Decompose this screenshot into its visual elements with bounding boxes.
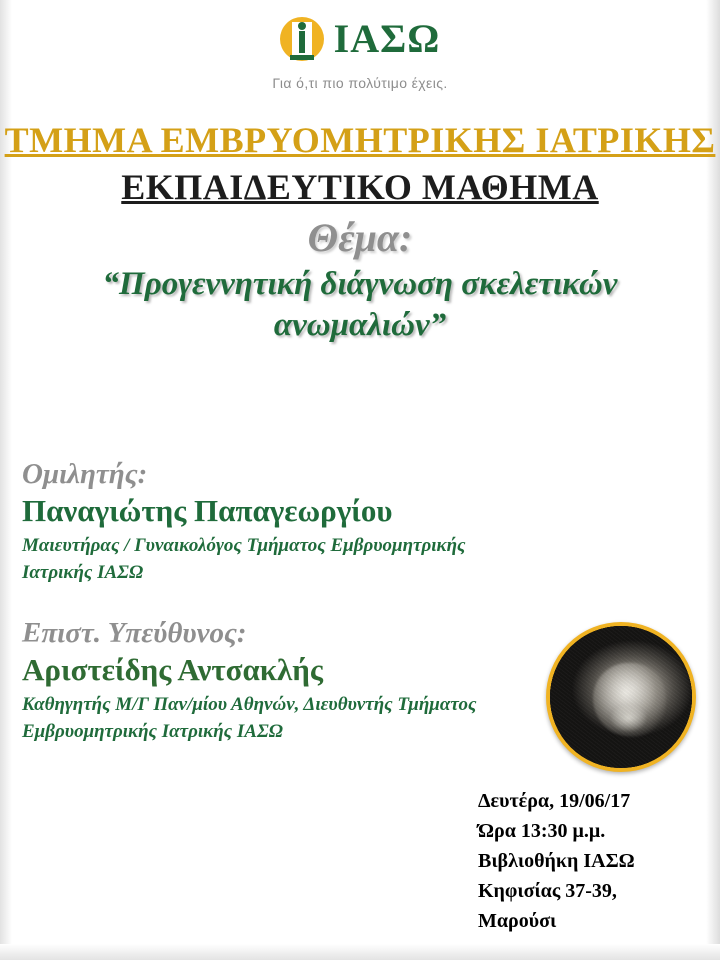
event-time: Ώρα 13:30 μ.μ. (478, 820, 606, 842)
heading-block (0, 120, 720, 346)
subject-text: “Προγεννητική διάγνωση σκελετικών ανωμαλιών” (102, 265, 618, 344)
event-venue: Βιβλιοθήκη ΙΑΣΩ (478, 850, 635, 872)
logo-row (280, 14, 441, 64)
iaso-logo-icon (280, 14, 324, 64)
course-title: ΕΚΠΑΙΔΕΥΤΙΚΟ ΜΑΘΗΜΑ (121, 167, 599, 208)
event-city: Μαρούσι (478, 910, 557, 932)
speaker-description: Μαιευτήρας / Γυναικολόγος Τμήματος Εμβρυομητρικής Ιατρικής ΙΑΣΩ (22, 534, 466, 583)
logo-tagline: Για ό,τι πιο πολύτιμο έχεις. (272, 75, 448, 91)
responsible-description: Καθηγητής Μ/Γ Παν/μίου Αθηνών, Διευθυντής Τμήματος Εμβρυομητρικής Ιατρικής ΙΑΣΩ (22, 693, 477, 742)
page-edge-bottom (0, 944, 720, 960)
speaker-group (22, 458, 492, 587)
people-block (22, 458, 492, 746)
subject-label: Θέμα: (307, 214, 413, 260)
logo-dot-shape (298, 22, 306, 30)
event-details (478, 786, 708, 936)
speaker-name: Παναγιώτης Παπαγεωργίου (22, 493, 393, 529)
event-address: Κηφισίας 37-39, (478, 880, 617, 902)
event-date: Δευτέρα, 19/06/17 (478, 790, 631, 812)
speaker-role-label: Ομιλητής: (22, 458, 148, 490)
department-title: ΤΜΗΜΑ ΕΜΒΡΥΟΜΗΤΡΙΚΗΣ ΙΑΤΡΙΚΗΣ (4, 120, 716, 160)
scan-grain-overlay (550, 626, 692, 768)
ultrasound-scan-image (546, 622, 696, 772)
responsible-group (22, 617, 492, 746)
logo-block (0, 14, 720, 91)
logo-stem-shape (299, 31, 305, 53)
responsible-role-label: Επιστ. Υπεύθυνος: (22, 616, 247, 649)
logo-wordmark: ΙΑΣΩ (333, 16, 441, 61)
responsible-name: Αριστείδης Αντσακλής (22, 652, 323, 688)
logo-base-shape (290, 55, 314, 60)
